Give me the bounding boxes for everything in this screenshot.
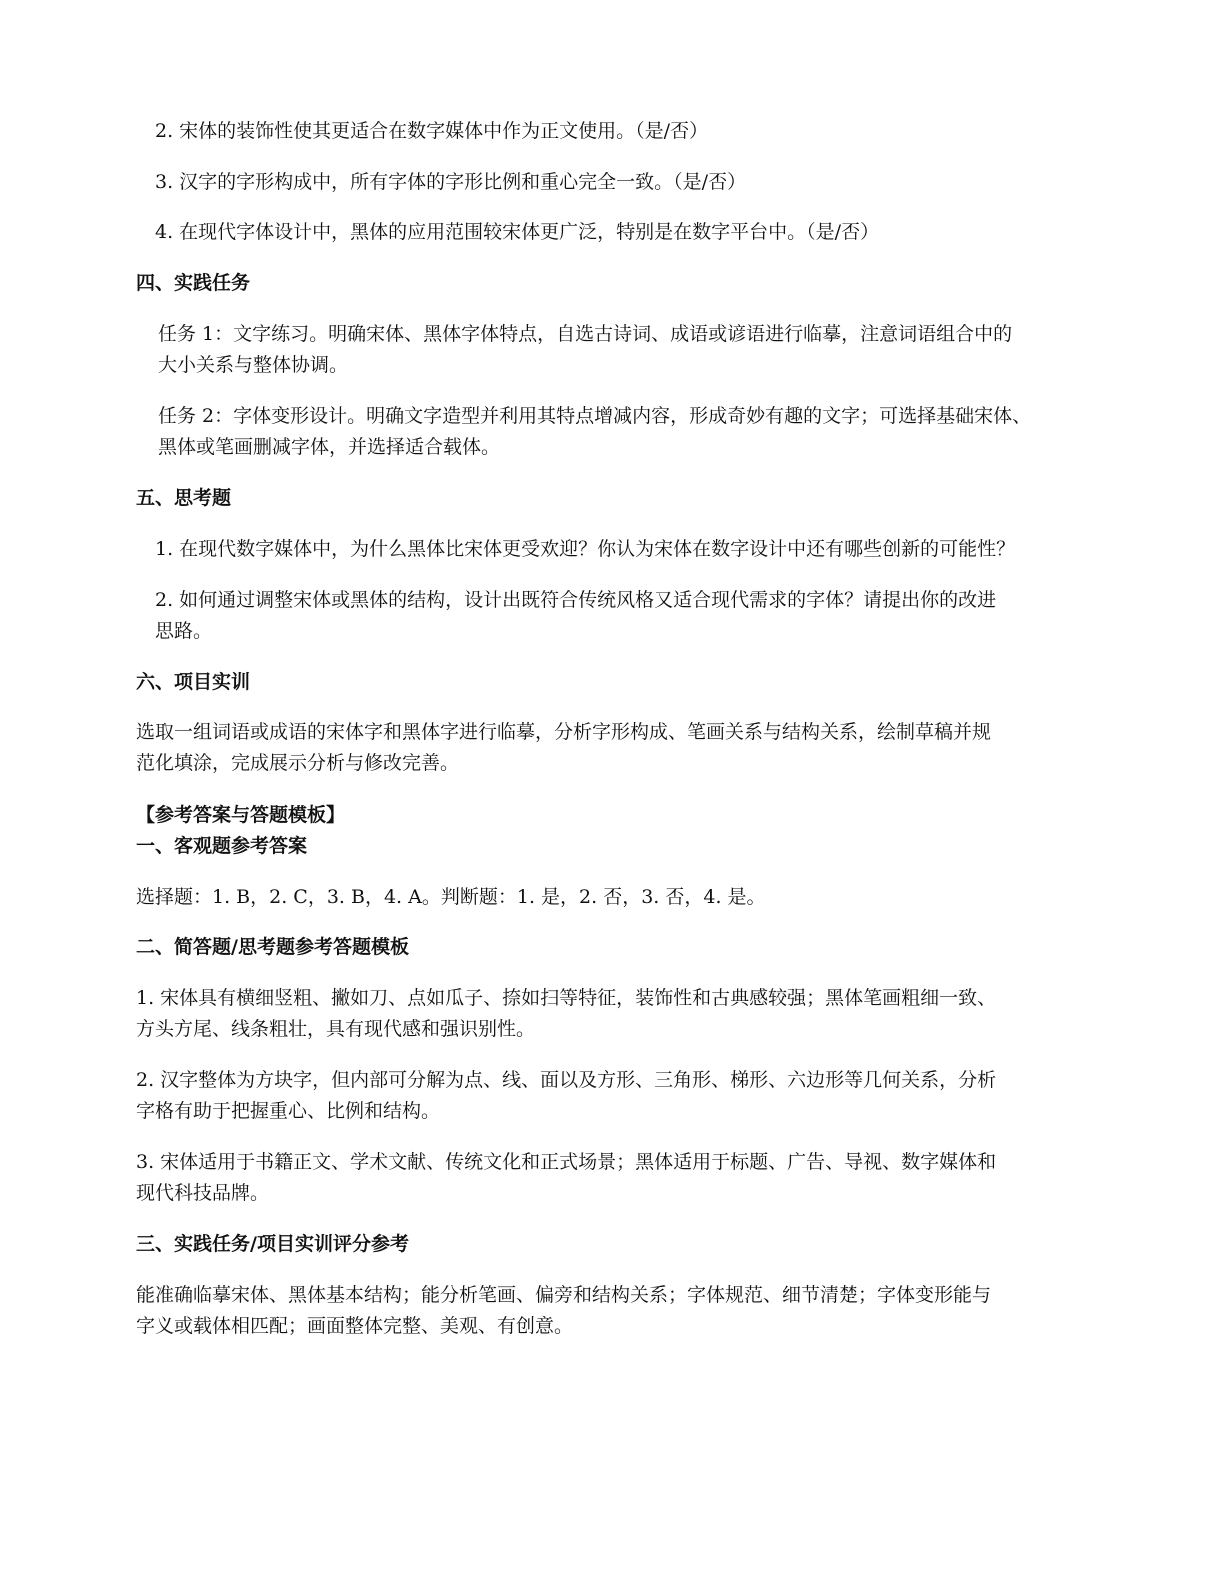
short-answer-3-line-2: 现代科技品牌。 xyxy=(136,1182,270,1204)
answers-heading-objective: 一、客观题参考答案 xyxy=(136,835,308,857)
task-1-line-2: 大小关系与整体协调。 xyxy=(158,354,349,376)
objective-answers-text: 选择题：1. B，2. C，3. B，4. A。判断题：1. 是，2. 否，3. 否，4. 是。 xyxy=(136,886,766,908)
scoring-text-line-2: 字义或载体相匹配；画面整体完整、美观、有创意。 xyxy=(136,1315,574,1337)
task-2-line-2: 黑体或笔画删减字体，并选择适合载体。 xyxy=(158,436,501,458)
section-heading-thinking: 五、思考题 xyxy=(136,487,232,509)
judgement-question-3: 3. 汉字的字形构成中，所有字体的字形比例和重心完全一致。（是/否） xyxy=(155,171,747,193)
short-answer-1-line-2: 方头方尾、线条粗壮，具有现代感和强识别性。 xyxy=(136,1018,536,1040)
project-text-line-1: 选取一组词语或成语的宋体字和黑体字进行临摹，分析字形构成、笔画关系与结构关系，绘制草稿并规 xyxy=(136,721,992,743)
short-answer-3-line-1: 3. 宋体适用于书籍正文、学术文献、传统文化和正式场景；黑体适用于标题、广告、导视、数字媒体和 xyxy=(136,1151,997,1173)
judgement-question-4: 4. 在现代字体设计中，黑体的应用范围较宋体更广泛，特别是在数字平台中。（是/否） xyxy=(155,221,880,243)
short-answer-2-line-1: 2. 汉字整体为方块字，但内部可分解为点、线、面以及方形、三角形、梯形、六边形等几何关系，分析 xyxy=(136,1069,997,1091)
thinking-question-2-line-1: 2. 如何通过调整宋体或黑体的结构，设计出既符合传统风格又适合现代需求的字体？请提出你的改进 xyxy=(155,589,997,611)
short-answer-1-line-1: 1. 宋体具有横细竖粗、撇如刀、点如瓜子、捺如扫等特征，装饰性和古典感较强；黑体笔画粗细一致、 xyxy=(136,987,997,1009)
answers-heading-scoring: 三、实践任务/项目实训评分参考 xyxy=(136,1233,409,1255)
project-text-line-2: 范化填涂，完成展示分析与修改完善。 xyxy=(136,752,460,774)
section-heading-project: 六、项目实训 xyxy=(136,671,251,693)
thinking-question-2-line-2: 思路。 xyxy=(155,620,213,642)
short-answer-2-line-2: 字格有助于把握重心、比例和结构。 xyxy=(136,1100,441,1122)
task-2-line-1: 任务 2：字体变形设计。明确文字造型并利用其特点增减内容，形成奇妙有趣的文字；可选择基础宋体、 xyxy=(158,405,1032,427)
scoring-text-line-1: 能准确临摹宋体、黑体基本结构；能分析笔画、偏旁和结构关系；字体规范、细节清楚；字体变形能与 xyxy=(136,1284,992,1306)
section-heading-practice: 四、实践任务 xyxy=(136,272,251,294)
task-1-line-1: 任务 1：文字练习。明确宋体、黑体字体特点，自选古诗词、成语或谚语进行临摹，注意词语组合中的 xyxy=(158,323,1013,345)
answers-heading-short: 二、简答题/思考题参考答题模板 xyxy=(136,936,409,958)
answers-title: 【参考答案与答题模板】 xyxy=(136,804,346,826)
thinking-question-1: 1. 在现代数字媒体中，为什么黑体比宋体更受欢迎？你认为宋体在数字设计中还有哪些创新的可能性？ xyxy=(155,538,1016,560)
judgement-question-2: 2. 宋体的装饰性使其更适合在数字媒体中作为正文使用。（是/否） xyxy=(155,120,709,142)
